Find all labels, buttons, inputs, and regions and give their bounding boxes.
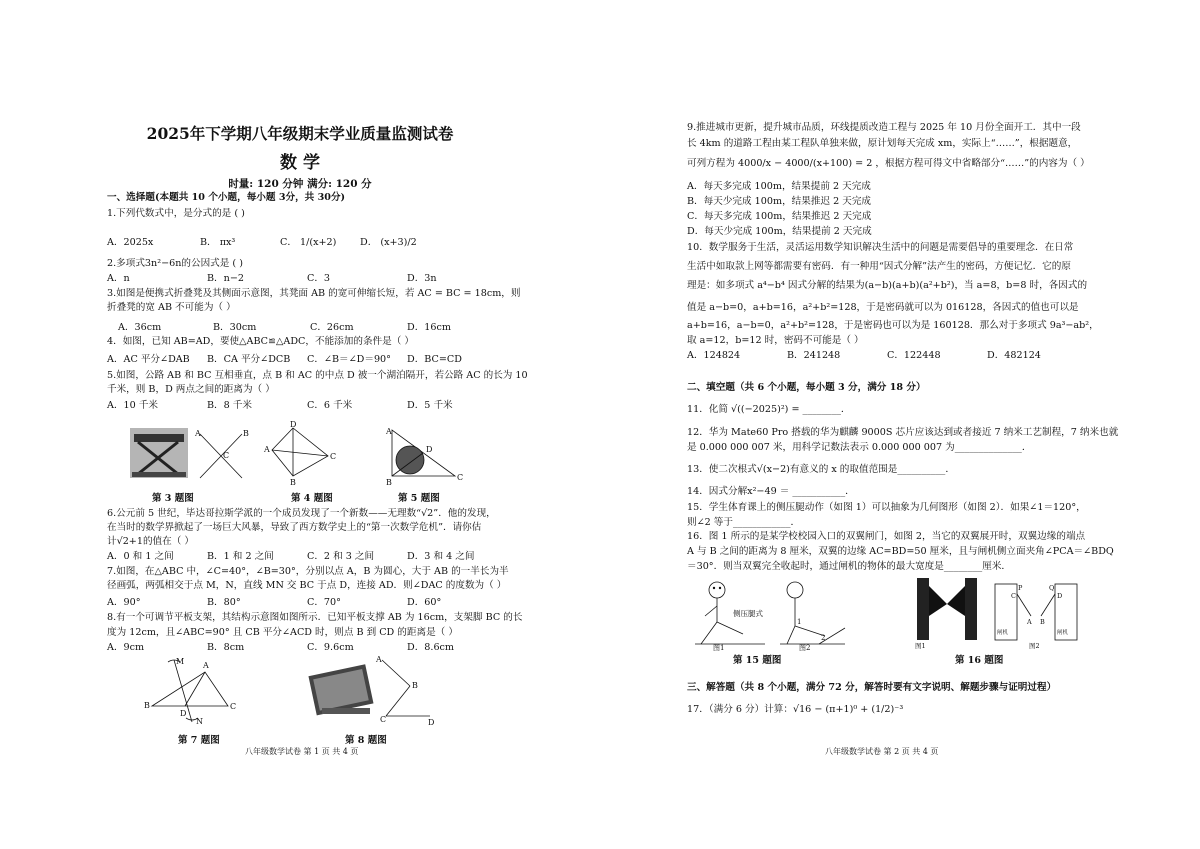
figure-label: 闸机 xyxy=(997,630,1009,636)
question-text: 11．化简 √((−2025)²) = ________． xyxy=(687,404,851,415)
svg-text:C: C xyxy=(230,702,237,711)
question-text: 则∠2 等于____________． xyxy=(687,517,801,528)
option: C．9.6cm xyxy=(307,642,354,653)
option: A．9cm xyxy=(107,642,145,653)
option: A．2025x xyxy=(107,237,154,248)
svg-text:D: D xyxy=(290,420,297,429)
question-text: 9.推进城市更新，提升城市品质，环线提质改造工程与 2025 年 10 月份全面开工．其中一段 xyxy=(687,122,1081,133)
option: D．482124 xyxy=(987,350,1041,361)
question-text: 15．学生体育课上的侧压腿动作（如图 1）可以抽象为几何图形（如图 2）．如果∠1＝120°， xyxy=(687,502,1086,513)
svg-text:A: A xyxy=(1027,618,1032,626)
question-text: 在当时的数学界掀起了一场巨大风暴，导致了西方数学史上的“第一次数学危机”．请你估 xyxy=(107,522,482,533)
exam-page-right xyxy=(600,0,1200,849)
figure-q8-diagram xyxy=(375,655,434,727)
option: D．3 和 4 之间 xyxy=(407,551,475,562)
figure-caption: 第 7 题图 xyxy=(178,735,220,746)
figure-caption: 第 4 题图 xyxy=(291,493,333,504)
question-text: 可列方程为 4000/x − 4000/(x+100) = 2 ，根据方程可得文中省略部分“……”的内容为（ ） xyxy=(687,158,1090,169)
question-text: 8.有一个可调节平板支架，其结构示意图如图所示．已知平板支撑 AB 为 16cm，支架脚 BC 的长 xyxy=(107,612,523,623)
figures-row-1 xyxy=(130,420,465,488)
option: C．70° xyxy=(307,597,341,608)
svg-text:D: D xyxy=(428,718,435,727)
question-text: 径画弧，两弧相交于点 M，N，直线 MN 交 BC 于点 D，连接 AD．则∠DAC 的度数为（ ） xyxy=(107,580,507,591)
svg-text:B: B xyxy=(1040,618,1045,626)
svg-text:B: B xyxy=(412,681,418,690)
question-text: A 与 B 之间的距离为 8 厘米，双翼的边缘 AC=BD=50 厘米，且与闸机侧立面夹角∠PCA＝∠BDQ xyxy=(687,546,1114,557)
question-text: 折叠凳的宽 AB 不可能为（ ） xyxy=(107,302,236,313)
svg-text:D: D xyxy=(426,445,433,454)
option: A．124824 xyxy=(687,350,741,361)
figure-label: 图1 xyxy=(713,644,725,652)
question-text: 千米，则 B，D 两点之间的距离为（ ） xyxy=(107,384,275,395)
option: B．1 和 2 之间 xyxy=(207,551,274,562)
option: B．241248 xyxy=(787,350,841,361)
option: C．3 xyxy=(307,273,331,284)
svg-text:1: 1 xyxy=(797,618,802,626)
figure-q7-diagram xyxy=(144,657,236,726)
question-text: 12．华为 Mate60 Pro 搭载的华为麒麟 9000S 芯片应该达到或者接近 7 纳米工艺制程，7 纳米也就 xyxy=(687,427,1119,438)
option: A．90° xyxy=(107,597,141,608)
option: D． (x+3)/2 xyxy=(360,237,417,248)
svg-text:A: A xyxy=(264,445,270,454)
figure-caption: 第 15 题图 xyxy=(733,655,782,666)
figure-label: 侧压腿式 xyxy=(733,609,763,618)
page-footer: 八年级数学试卷 第 1 页 共 4 页 xyxy=(245,747,359,756)
option: A．10 千米 xyxy=(107,400,158,411)
svg-text:Q: Q xyxy=(1049,584,1055,592)
question-text: 17．（满分 6 分）计算：√16 − (π+1)⁰ + (1/2)⁻³ xyxy=(687,704,904,715)
svg-text:C: C xyxy=(223,451,230,460)
option: C．122448 xyxy=(887,350,941,361)
option: C． 1/(x+2) xyxy=(280,237,337,248)
question-text: 长 4km 的道路工程由某工程队单独来做，原计划每天完成 xm，实际上“……”，根据题意， xyxy=(687,138,1078,149)
option: B．8cm xyxy=(207,642,245,653)
option: A．0 和 1 之间 xyxy=(107,551,174,562)
option: D．每天少完成 100m，结果提前 2 天完成 xyxy=(687,226,872,237)
svg-text:D: D xyxy=(180,709,187,718)
question-text: 3.如图是便携式折叠凳及其侧面示意图，其凳面 AB 的宽可伸缩长短，若 AC = BC = 18cm，则 xyxy=(107,288,521,299)
option: B． πx³ xyxy=(200,237,236,248)
question-text: a+b=16，a−b=0，a²+b²=128，于是密码也可以为是 160128．那么对于多项式 9a³−ab²， xyxy=(687,320,1099,331)
question-text: 取 a=12，b=12 时，密码不可能是（ ） xyxy=(687,335,864,346)
question-text: 7.如图，在△ABC 中，∠C=40°，∠B=30°，分别以点 A，B 为圆心，大于 AB 的一半长为半 xyxy=(107,566,509,577)
option: C．26cm xyxy=(310,322,354,333)
option: D．8.6cm xyxy=(407,642,455,653)
figure-caption: 第 16 题图 xyxy=(955,655,1004,666)
option: D．5 千米 xyxy=(407,400,453,411)
option: D．16cm xyxy=(407,322,451,333)
question-text: 值是 a−b=0，a+b=16，a²+b²=128，于是密码就可以为 016128，各因式的值也可以是 xyxy=(687,302,1079,313)
tablet-stand-photo xyxy=(308,664,373,715)
question-text: 16．图 1 所示的是某学校校园入口的双翼闸门，如图 2，当它的双翼展开时，双翼边缘的端点 xyxy=(687,531,1086,542)
option: B．80° xyxy=(207,597,241,608)
svg-text:C: C xyxy=(457,473,464,482)
question-text: 是 0.000 000 007 米，用科学记数法表示 0.000 000 007 为______________． xyxy=(687,442,1032,453)
question-text: 2.多项式3n²−6n的公因式是 ( ) xyxy=(107,258,243,269)
figure-label: 图2 xyxy=(799,644,811,652)
question-text: 度为 12cm，且∠ABC=90° 且 CB 平分∠ACD 时，则点 B 到 CD 的距离是（ ） xyxy=(107,627,458,638)
option: C．∠B＝∠D＝90° xyxy=(307,354,391,365)
option: B．每天少完成 100m，结果推迟 2 天完成 xyxy=(687,196,872,207)
section-heading: 三、解答题（共 8 个小题，满分 72 分，解答时要有文字说明、解题步骤与证明过程） xyxy=(687,682,1057,693)
svg-text:B: B xyxy=(144,701,150,710)
figure-q16-diagram xyxy=(995,584,1077,650)
figure-caption: 第 8 题图 xyxy=(345,735,387,746)
figure-q16-gate-photo xyxy=(915,578,977,650)
svg-text:B: B xyxy=(386,478,392,487)
section-heading: 一、选择题(本题共 10 个小题，每小题 3分，共 30分) xyxy=(107,192,346,203)
figures-row-2 xyxy=(140,656,450,728)
figure-q5-diagram xyxy=(385,427,463,487)
option: A．n xyxy=(107,273,130,284)
section-heading: 二、填空题（共 6 个小题，每小题 3 分，满分 18 分） xyxy=(687,382,926,393)
figure-caption: 第 3 题图 xyxy=(152,493,194,504)
question-text: 4．如图，已知 AB=AD，要使△ABC≌△ADC，不能添加的条件是（ ） xyxy=(107,336,414,347)
question-text: 6.公元前 5 世纪，毕达哥拉斯学派的一个成员发现了一个新数——无理数“√2”．他的发现， xyxy=(107,508,496,519)
figure-q3-diagram xyxy=(194,429,249,478)
figure-label: 闸机 xyxy=(1057,630,1069,636)
svg-text:A: A xyxy=(386,427,392,436)
svg-text:A: A xyxy=(376,655,382,664)
question-text: 计√2+1的值在（ ） xyxy=(107,536,194,547)
option: B．30cm xyxy=(213,322,257,333)
question-text: 1.下列代数式中，是分式的是 ( ) xyxy=(107,208,245,219)
question-text: 14．因式分解x²−49 ＝ ___________． xyxy=(687,486,855,497)
question-text: ＝30°．则当双翼完全收起时，通过闸机的物体的最大宽度是________厘米． xyxy=(687,561,1012,572)
option: A．AC 平分∠DAB xyxy=(107,354,190,365)
option: B．CA 平分∠DCB xyxy=(207,354,291,365)
svg-text:N: N xyxy=(196,717,203,726)
svg-text:B: B xyxy=(290,478,296,487)
option: D．60° xyxy=(407,597,442,608)
figure-caption: 第 5 题图 xyxy=(398,493,440,504)
svg-text:D: D xyxy=(1057,592,1063,600)
option: D．3n xyxy=(407,273,437,284)
option: A．36cm xyxy=(118,322,162,333)
figure-q15-person xyxy=(695,582,765,652)
option: D．BC=CD xyxy=(407,354,462,365)
time-info: 时量: 120 分钟 满分: 120 分 xyxy=(228,178,372,190)
option: A．每天多完成 100m，结果提前 2 天完成 xyxy=(687,181,871,192)
svg-text:M: M xyxy=(176,657,185,666)
svg-text:C: C xyxy=(380,715,387,724)
svg-text:P: P xyxy=(1018,584,1023,592)
question-text: 生活中如取款上网等都需要有密码．有一种用“因式分解”法产生的密码，方便记忆．它的原 xyxy=(687,261,1071,272)
svg-text:C: C xyxy=(330,452,337,461)
svg-text:B: B xyxy=(243,429,249,438)
exam-title: 2025年下学期八年级期末学业质量监测试卷 xyxy=(146,124,454,143)
option: C．2 和 3 之间 xyxy=(307,551,375,562)
subject-title: 数 学 xyxy=(280,153,320,173)
question-text: 10．数学服务于生活，灵活运用数学知识解决生活中的问题是需要倡导的重要理念．在日常 xyxy=(687,242,1074,253)
page-footer: 八年级数学试卷 第 2 页 共 4 页 xyxy=(825,747,939,756)
svg-text:A: A xyxy=(203,661,209,670)
stool-photo xyxy=(130,428,188,478)
svg-text:A: A xyxy=(195,429,201,438)
option: C．每天多完成 100m，结果推迟 2 天完成 xyxy=(687,211,872,222)
svg-text:2: 2 xyxy=(821,634,826,642)
option: B．n−2 xyxy=(207,273,244,284)
figure-q4-diagram xyxy=(263,420,336,487)
figure-q15-diagram xyxy=(780,582,845,652)
option: B．8 千米 xyxy=(207,400,252,411)
figure-label: 图2 xyxy=(1029,642,1040,650)
figure-label: 图1 xyxy=(915,642,926,650)
svg-text:C: C xyxy=(1011,592,1016,600)
question-text: 理是：如多项式 a⁴−b⁴ 因式分解的结果为(a−b)(a+b)(a²+b²)，当 a=8，b=8 时，各因式的 xyxy=(687,280,1088,291)
question-text: 5.如图，公路 AB 和 BC 互相垂直，点 B 和 AC 的中点 D 被一个湖泊隔开，若公路 AC 的长为 10 xyxy=(107,370,528,381)
question-text: 13．使二次根式√(x−2)有意义的 x 的取值范围是__________． xyxy=(687,464,955,475)
option: C．6 千米 xyxy=(307,400,353,411)
figures-row-3 xyxy=(695,576,1095,650)
